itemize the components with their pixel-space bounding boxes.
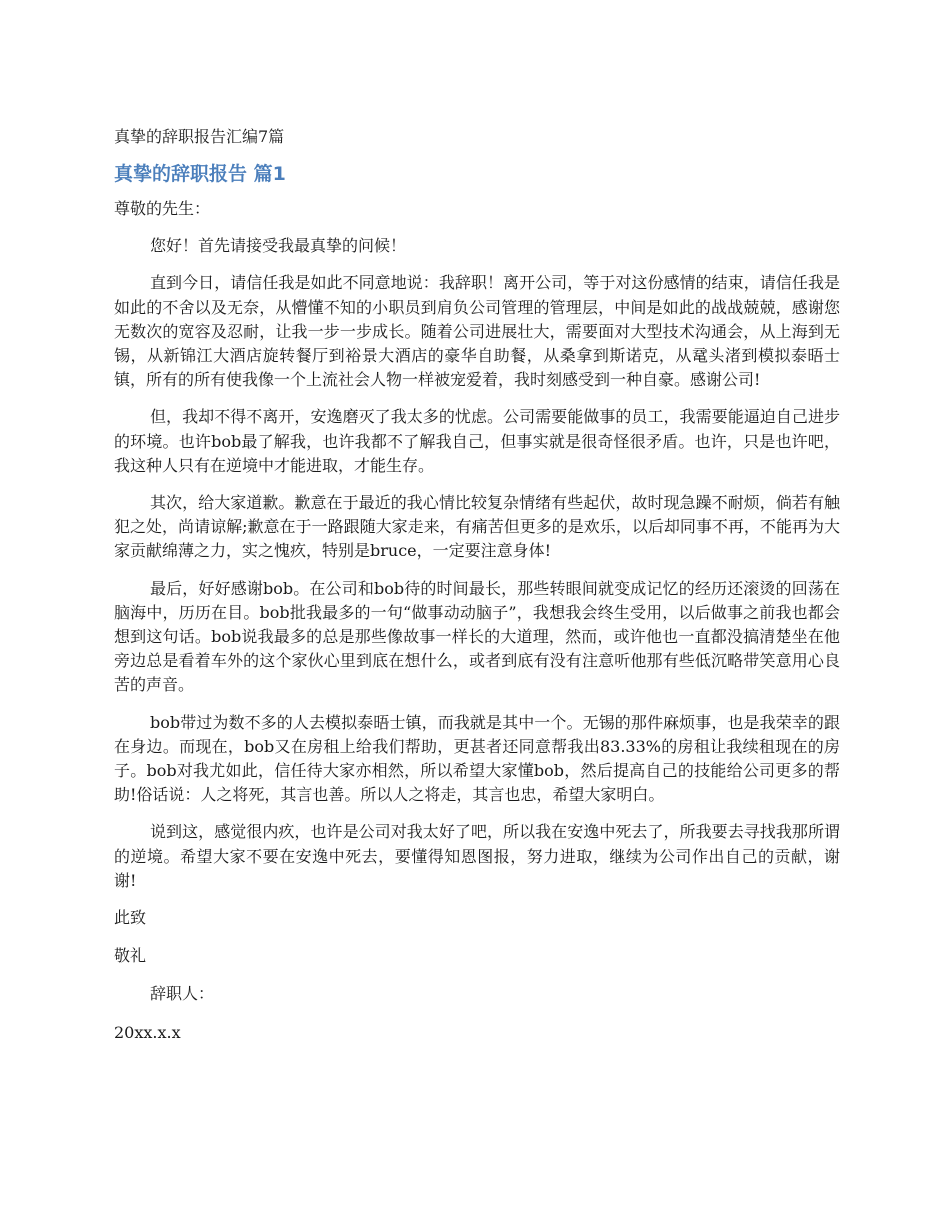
- paragraph-apology: 其次，给大家道歉。歉意在于最近的我心情比较复杂情绪有些起伏，故时现急躁不耐烦，倘若有触犯之处，尚请谅解;歉意在于一路跟随大家走来，有痛苦但更多的是欢乐，以后却同事不再，不能再为大家贡献绵薄之力，实之愧疚，特别是bruce，一定要注意身体!: [114, 493, 840, 561]
- closing-line-2: 敬礼: [114, 946, 147, 966]
- section-heading: 真挚的辞职报告 篇1: [114, 163, 286, 185]
- paragraph-conclusion: 说到这，感觉很内疚，也许是公司对我太好了吧，所以我在安逸中死去了，所我要去寻找我那所谓的逆境。希望大家不要在安逸中死去，要懂得知恩图报，努力进取，继续为公司作出自己的贡献，谢谢!: [114, 822, 840, 890]
- paragraph-greeting: 您好！首先请接受我最真挚的问候！: [150, 236, 407, 256]
- document-page: [114, 124, 840, 1059]
- closing-line-1: 此致: [114, 908, 147, 928]
- paragraph-bob: bob带过为数不多的人去模拟泰晤士镇，而我就是其中一个。无锡的那件麻烦事，也是我荣幸的跟在身边。而现在，bob又在房租上给我们帮助，更甚者还同意帮我出83.33%的房租让我续租现在的房子。bob对我尤如此，信任待大家亦相然，所以希望大家懂bob，然后提高自己的技能给公司更多的帮助!俗话说：人之将死，其言也善。所以人之将走，其言也忠，希望大家明白。: [114, 712, 840, 805]
- paragraph-thanks: 最后，好好感谢bob。在公司和bob待的时间最长，那些转眼间就变成记忆的经历还滚烫的回荡在脑海中，历历在目。bob批我最多的一句“做事动动脑子”，我想我会终生受用，以后做事之前我也都会想到这句话。bob说我最多的总是那些像故事一样长的大道理，然而，或许他也一直都没搞清楚坐在他旁边总是看着车外的这个家伙心里到底在想什么，或者到底有没有注意听他那有些低沉略带笑意用心良苦的声音。: [114, 578, 840, 695]
- document-title: 真挚的辞职报告汇编7篇: [114, 127, 285, 146]
- date: 20xx.x.x: [114, 1022, 181, 1042]
- signature-label: 辞职人：: [150, 984, 215, 1004]
- salutation: 尊敬的先生：: [114, 199, 211, 218]
- paragraph-resignation: 直到今日，请信任我是如此不同意地说：我辞职！离开公司，等于对这份感情的结束，请信任我是如此的不舍以及无奈，从懵懂不知的小职员到肩负公司管理的管理层，中间是如此的战战兢兢，感谢您无数次的宽容及忍耐，让我一步一步成长。随着公司进展壮大，需要面对大型技术沟通会，从上海到无锡，从新锦江大酒店旋转餐厅到裕景大酒店的豪华自助餐，从桑拿到斯诺克，从鼋头渚到模拟泰晤士镇，所有的所有使我像一个上流社会人物一样被宠爱着，我时刻感受到一种自豪。感谢公司!: [114, 273, 840, 390]
- paragraph-reason: 但，我却不得不离开，安逸磨灭了我太多的忧虑。公司需要能做事的员工，我需要能逼迫自己进步的环境。也许bob最了解我，也许我都不了解我自己，但事实就是很奇怪很矛盾。也许，只是也许吧，我这种人只有在逆境中才能进取，才能生存。: [114, 407, 840, 475]
